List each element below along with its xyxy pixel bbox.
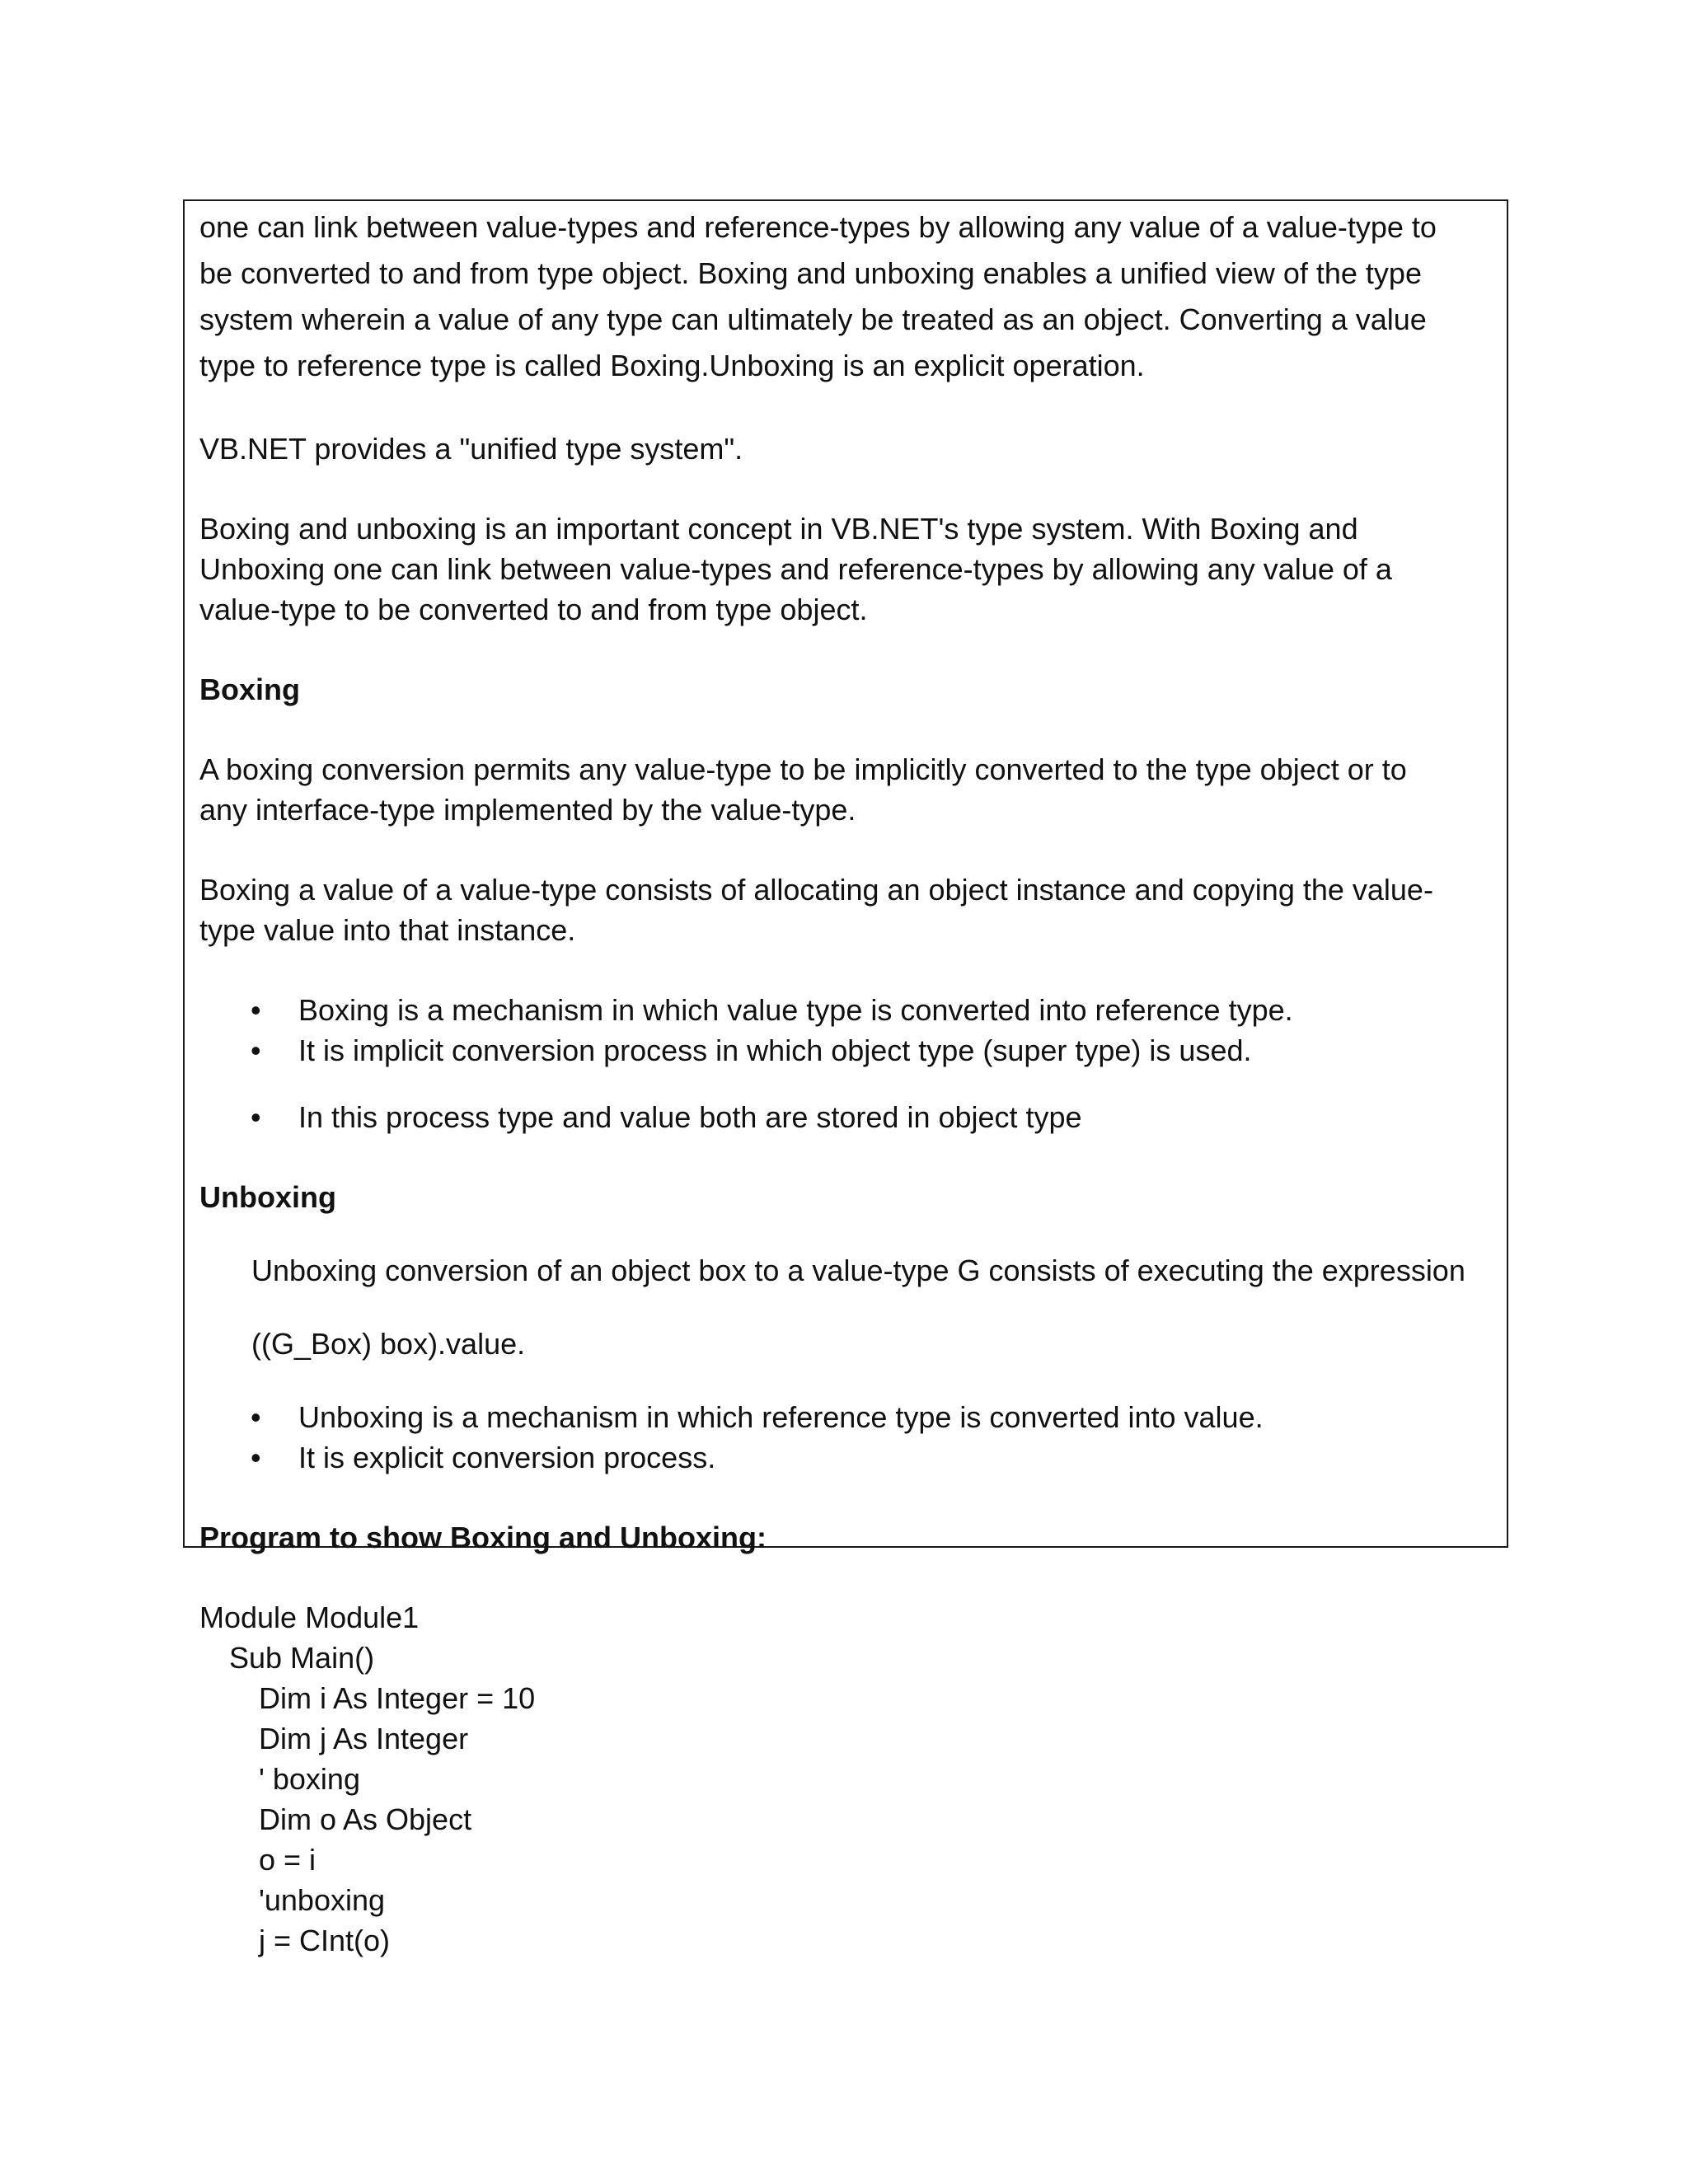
list-item: [199, 1397, 1492, 1437]
code-block: [199, 1597, 1492, 1961]
list-item-text: Boxing is a mechanism in which value type is converted into reference type.: [298, 993, 1293, 1027]
code-line: 'unboxing: [259, 1883, 385, 1917]
code-line: Dim o As Object: [259, 1802, 472, 1836]
boxing-para1-line: A boxing conversion permits any value-type to be implicitly converted to the type object or to: [199, 752, 1407, 786]
intro-line: one can link between value-types and reference-types by allowing any value of a value-type to: [199, 210, 1437, 244]
intro-line: be converted to and from type object. Boxing and unboxing enables a unified view of the type: [199, 256, 1422, 290]
unboxing-bullet-list: [199, 1397, 1492, 1478]
code-line: Dim j As Integer: [259, 1722, 469, 1755]
boxing-bullet-list-continued: [199, 1097, 1492, 1137]
code-line: j = CInt(o): [259, 1924, 391, 1957]
code-line: Sub Main(): [229, 1641, 375, 1675]
unified-type-system-text: VB.NET provides a "unified type system".: [199, 432, 743, 466]
intro-line: type to reference type is called Boxing.Unboxing is an explicit operation.: [199, 349, 1145, 382]
bullet-icon: •: [251, 1441, 261, 1474]
boxing-paragraph-1: [199, 749, 1492, 830]
boxing-heading: Boxing: [199, 673, 300, 706]
list-item: [199, 1097, 1492, 1137]
boxing-para2-line: Boxing a value of a value-type consists of allocating an object instance and copying the value-: [199, 873, 1433, 907]
bullet-icon: •: [251, 1100, 261, 1134]
document-content-box: [183, 199, 1508, 1957]
list-item: [199, 1030, 1492, 1071]
boxing-para1-line: any interface-type implemented by the value-type.: [199, 793, 856, 827]
concept-paragraph: [199, 509, 1492, 630]
list-item-text: It is implicit conversion process in which object type (super type) is used.: [298, 1033, 1252, 1067]
code-line: Module Module1: [199, 1601, 420, 1634]
concept-line: Unboxing one can link between value-types and reference-types by allowing any value of a: [199, 552, 1392, 586]
boxing-para2-line: type value into that instance.: [199, 913, 576, 947]
bullet-icon: •: [251, 993, 261, 1027]
bullet-icon: •: [251, 1400, 261, 1434]
intro-paragraph: [199, 204, 1492, 389]
bullet-icon: •: [251, 1033, 261, 1067]
code-line: ' boxing: [259, 1762, 360, 1796]
program-heading: Program to show Boxing and Unboxing:: [199, 1521, 767, 1554]
unboxing-paragraph-1: Unboxing conversion of an object box to a value-type G consists of executing the expression: [251, 1254, 1465, 1287]
list-item-text: It is explicit conversion process.: [298, 1441, 716, 1474]
list-item-text: In this process type and value both are stored in object type: [298, 1100, 1082, 1134]
unboxing-expression: ((G_Box) box).value.: [251, 1327, 526, 1361]
boxing-paragraph-2: [199, 869, 1492, 950]
boxing-bullet-list: [199, 990, 1492, 1071]
code-line: Dim i As Integer = 10: [259, 1681, 536, 1715]
document-body: [199, 201, 1492, 1961]
concept-line: value-type to be converted to and from type object.: [199, 593, 868, 626]
intro-line: system wherein a value of any type can ultimately be treated as an object. Converting a value: [199, 302, 1427, 336]
list-item-text: Unboxing is a mechanism in which reference type is converted into value.: [298, 1400, 1264, 1434]
concept-line: Boxing and unboxing is an important concept in VB.NET's type system. With Boxing and: [199, 512, 1358, 546]
unboxing-heading: Unboxing: [199, 1180, 336, 1214]
code-line: o = i: [259, 1843, 316, 1877]
list-item: [199, 1437, 1492, 1478]
list-item: [199, 990, 1492, 1030]
